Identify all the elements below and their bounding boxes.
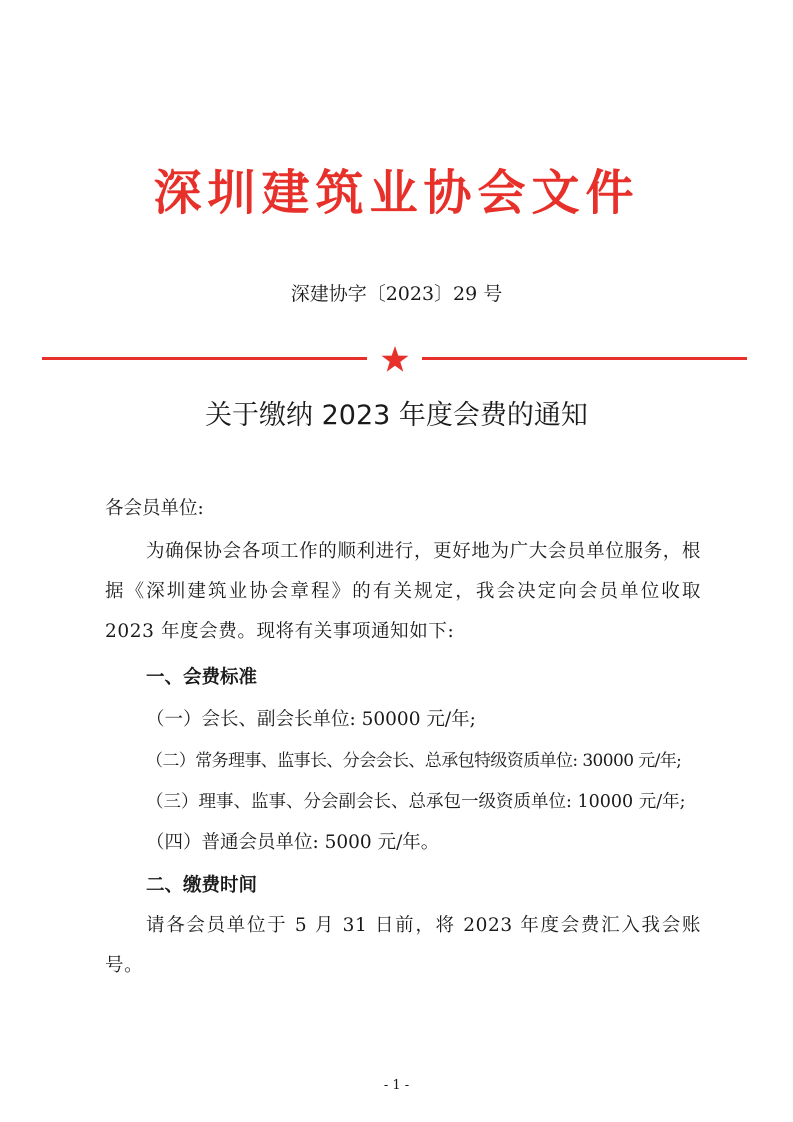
section-heading-fee-standard: 一、会费标准 xyxy=(146,667,258,688)
fee-item-1: （一）会长、副会长单位: 50000 元/年; xyxy=(146,709,476,730)
payment-time-paragraph: 请各会员单位于 5 月 31 日前，将 2023 年度会费汇入我会账号。 xyxy=(105,915,701,976)
divider-line-left xyxy=(42,357,367,360)
intro-paragraph: 为确保协会各项工作的顺利进行，更好地为广大会员单位服务，根据《深圳建筑业协会章程》的有关规定，我会决定向会员单位收取 2023 年度会费。现将有关事项通知如下: xyxy=(105,541,701,642)
salutation: 各会员单位: xyxy=(105,498,204,519)
divider-line-right xyxy=(422,357,747,360)
fee-item-3: （三）理事、监事、分会副会长、总承包一级资质单位: 10000 元/年; xyxy=(146,792,686,812)
red-divider xyxy=(42,346,747,372)
document-header-title: 深圳建筑业协会文件 xyxy=(153,165,640,221)
star-icon xyxy=(381,346,409,372)
section-heading-payment-time: 二、缴费时间 xyxy=(146,875,258,896)
fee-item-2: （二）常务理事、监事长、分会会长、总承包特级资质单位: 30000 元/年; xyxy=(146,751,682,771)
document-number: 深建协字〔2023〕29 号 xyxy=(290,283,503,305)
notice-title: 关于缴纳 2023 年度会费的通知 xyxy=(205,400,588,431)
fee-item-4: （四）普通会员单位: 5000 元/年。 xyxy=(146,832,440,853)
page-number: - 1 - xyxy=(383,1078,410,1093)
